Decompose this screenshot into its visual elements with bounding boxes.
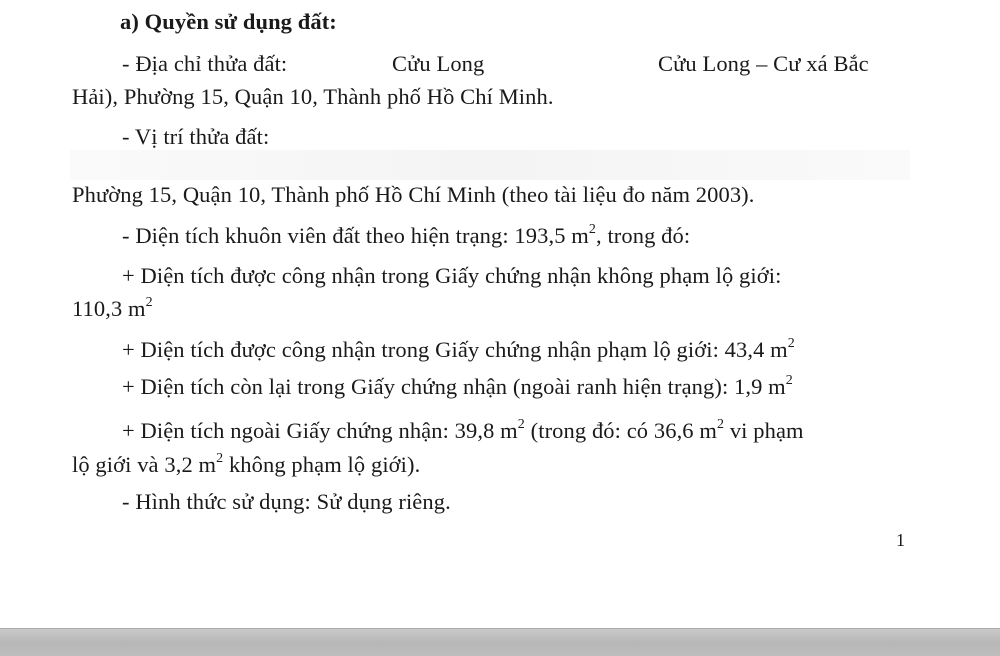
area-violation xyxy=(122,336,795,364)
area-outside-mid: (trong đó: có 36,6 m xyxy=(524,418,717,443)
area-total-tail: , trong đó: xyxy=(596,223,691,248)
position-label: - Vị trí thửa đất: xyxy=(122,124,270,149)
area-outside xyxy=(122,417,804,445)
area-recognized-value-text: 110,3 m xyxy=(72,296,146,321)
address-line-2: Hải), Phường 15, Quận 10, Thành phố Hồ Chí Minh. xyxy=(72,84,554,109)
area-outside-line-2 xyxy=(72,451,420,479)
area-remaining xyxy=(122,373,793,401)
area-recognized-value xyxy=(72,295,153,323)
address-part-1: Cửu Long xyxy=(392,51,485,76)
area-recognized: + Diện tích được công nhận trong Giấy chứng nhận không phạm lộ giới: xyxy=(122,263,782,288)
superscript: 2 xyxy=(787,335,795,351)
area-outside-text: + Diện tích ngoài Giấy chứng nhận: 39,8 m xyxy=(122,418,518,443)
usage-form: - Hình thức sử dụng: Sử dụng riêng. xyxy=(122,489,451,514)
area-remaining-text: + Diện tích còn lại trong Giấy chứng nhận (ngoài ranh hiện trạng): 1,9 m xyxy=(122,374,786,399)
superscript: 2 xyxy=(145,294,153,310)
area-total xyxy=(122,222,690,250)
superscript: 2 xyxy=(517,416,525,432)
blurred-region xyxy=(70,150,910,180)
area-outside-tail: vi phạm xyxy=(724,418,804,443)
superscript: 2 xyxy=(785,372,793,388)
superscript: 2 xyxy=(588,221,596,237)
address-part-2: Cửu Long – Cư xá Bắc xyxy=(658,51,869,76)
area-total-text: - Diện tích khuôn viên đất theo hiện trạng: 193,5 m xyxy=(122,223,589,248)
area-violation-text: + Diện tích được công nhận trong Giấy chứng nhận phạm lộ giới: 43,4 m xyxy=(122,337,788,362)
section-heading: a) Quyền sử dụng đất: xyxy=(120,9,337,34)
area-outside-line-2-a: lộ giới và 3,2 m xyxy=(72,452,217,477)
superscript: 2 xyxy=(216,450,224,466)
superscript: 2 xyxy=(716,416,725,432)
page-number: 1 xyxy=(896,530,906,550)
address-label: - Địa chỉ thửa đất: xyxy=(122,51,288,76)
area-outside-line-2-b: không phạm lộ giới). xyxy=(223,452,421,477)
page-separator-bar xyxy=(0,628,1000,656)
position-line-2: Phường 15, Quận 10, Thành phố Hồ Chí Minh (theo tài liệu đo năm 2003). xyxy=(72,182,755,207)
